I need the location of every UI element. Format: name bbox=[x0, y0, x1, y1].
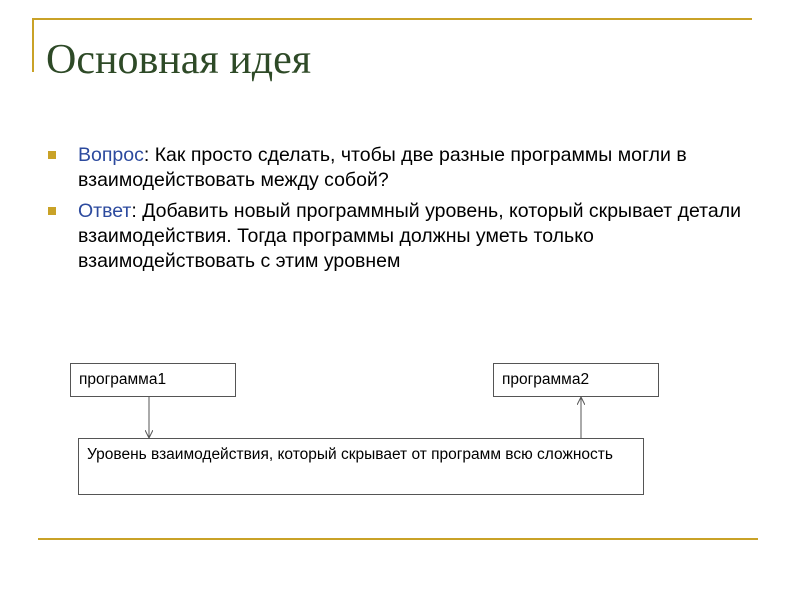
slide-title: Основная идея bbox=[46, 37, 312, 83]
interaction-layer-label: Уровень взаимодействия, который скрывает от программ всю сложность bbox=[87, 446, 613, 463]
bullet-term-answer: Ответ bbox=[78, 200, 132, 222]
bullet-term-question: Вопрос bbox=[78, 144, 144, 166]
program2-box bbox=[493, 363, 659, 397]
bottom-decorative-rule bbox=[38, 538, 758, 540]
bullet-text-answer: : Добавить новый программный уровень, который скрывает детали взаимодействия. Тогда программы должны уметь только взаимодействовать с этим уровнем bbox=[78, 200, 742, 272]
interaction-layer-box bbox=[78, 438, 644, 495]
program2-label: программа2 bbox=[502, 371, 590, 388]
bullet-text-question: : Как просто сделать, чтобы две разные программы могли в взаимодействовать между собой? bbox=[78, 144, 687, 191]
program1-box bbox=[70, 363, 236, 397]
program1-label: программа1 bbox=[79, 371, 167, 388]
